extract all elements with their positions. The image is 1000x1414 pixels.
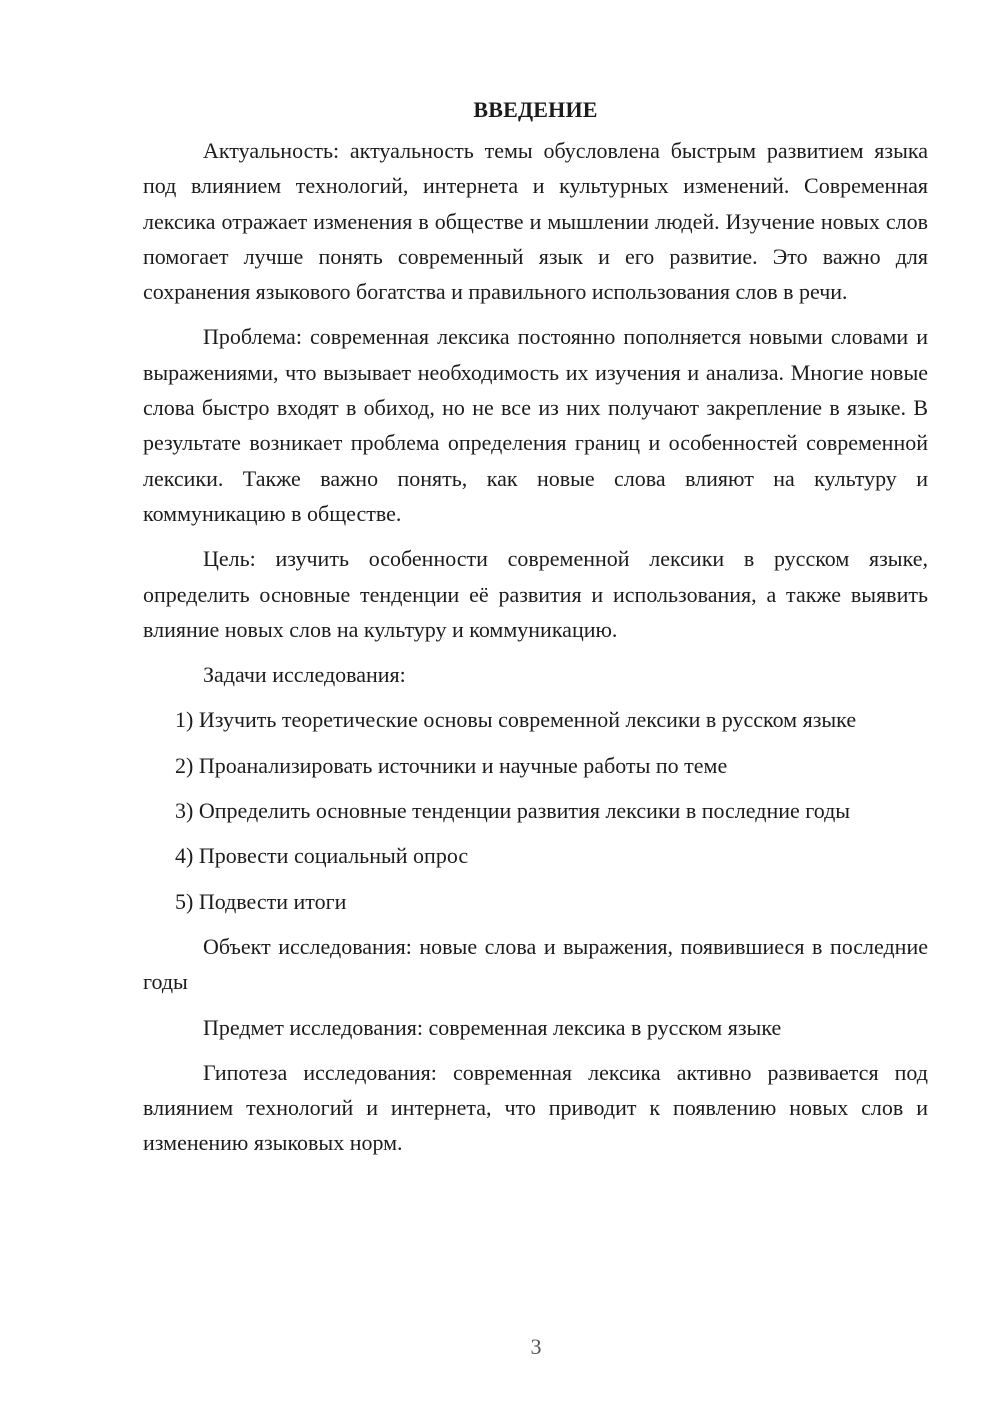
paragraph-hypothesis: Гипотеза исследования: современная лексика активно развивается под влиянием технологий и интернета, что приводит к появлению новых слов и изменению языковых норм. (143, 1059, 928, 1156)
paragraph-subject: Предмет исследования: современная лексика в русском языке (203, 1014, 782, 1040)
task-item-5: 5) Подвести итоги (175, 888, 347, 914)
page-number: 3 (530, 1334, 542, 1359)
section-title: ВВЕДЕНИЕ (473, 97, 598, 122)
paragraph-object: Объект исследования: новые слова и выражения, появившиеся в последние годы (143, 933, 928, 995)
task-item-1: 1) Изучить теоретические основы современной лексики в русском языке (175, 707, 857, 733)
paragraph-relevance: Актуальность: актуальность темы обусловлена быстрым развитием языка под влиянием технологий, интернета и культурных изменений. Современная лексика отражает изменения в обществе и мышлении людей. Изучение новых слов помогает лучше понять современный язык и его развитие. Это важно для сохранения языкового богатства и правильного использования слов в речи. (143, 138, 928, 305)
paragraph-tasks-heading: Задачи исследования: (203, 662, 406, 688)
paragraph-problem: Проблема: современная лексика постоянно пополняется новыми словами и выражениями, что вызывает необходимость их изучения и анализа. Многие новые слова быстро входят в обиход, но не все из них получают закрепление в языке. В результате возникает проблема определения границ и особенностей современной лексики. Также важно понять, как новые слова влияют на культуру и коммуникацию в обществе. (143, 324, 928, 526)
task-item-3: 3) Определить основные тенденции развития лексики в последние годы (175, 798, 851, 824)
task-item-4: 4) Провести социальный опрос (175, 843, 469, 869)
paragraph-goal: Цель: изучить особенности современной лексики в русском языке, определить основные тенденции её развития и использования, а также выявить влияние новых слов на культуру и коммуникацию. (143, 546, 928, 642)
task-item-2: 2) Проанализировать источники и научные работы по теме (175, 752, 728, 778)
document-page (143, 92, 928, 1171)
